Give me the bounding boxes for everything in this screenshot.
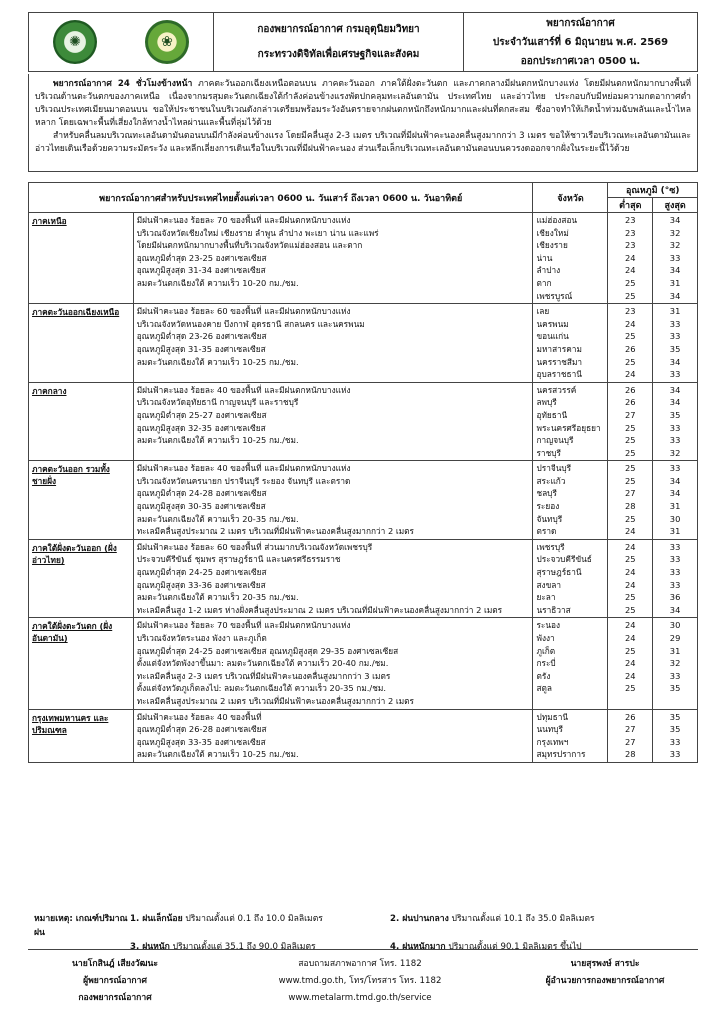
province-name: ลพบุรี (536, 397, 557, 408)
region-name: ภาคตะวันออก รวมทั้งชายฝั่ง (29, 461, 134, 540)
province-name: ราชบุรี (536, 447, 561, 458)
min-temp: 23 (625, 240, 636, 251)
contact-website[interactable]: www.tmd.go.th, โทร/โทรสาร โทร. 1182 (278, 976, 442, 986)
province-name: น่าน (536, 252, 553, 263)
agency-line-2: กระทรวงดิจิทัลเพื่อเศรษฐกิจและสังคม (257, 49, 420, 60)
max-temp: 35 (669, 409, 681, 420)
max-temp: 35 (669, 683, 681, 694)
province-name: นนทบุรี (536, 724, 564, 735)
max-temp: 33 (669, 331, 681, 342)
max-temp: 34 (669, 356, 681, 367)
province-name: กาญจนบุรี (536, 435, 574, 446)
max-temp: 31 (669, 526, 681, 537)
min-temp-list (608, 213, 653, 304)
max-temp: 33 (669, 749, 681, 760)
criterion-2-text: ปริมาณตั้งแต่ 10.1 ถึง 35.0 มิลลิเมตร (448, 914, 595, 924)
forecast-line: ลมตะวันตกเฉียงใต้ ความเร็ว 10-20 กม./ชม. (136, 277, 299, 288)
max-temp: 33 (669, 318, 681, 329)
regional-forecast-table (28, 182, 698, 763)
max-temp: 34 (669, 384, 681, 395)
province-name: นราธิวาส (536, 604, 571, 615)
criterion-4-title: 4. ฝนหนักมาก (390, 942, 446, 952)
province-name: สงขลา (536, 579, 561, 590)
criterion-1-title: 1. ฝนเล็กน้อย (130, 914, 183, 924)
note-label: หมายเหตุ: เกณฑ์ปริมาณฝน (34, 914, 128, 938)
province-list (533, 213, 608, 304)
forecast-line: ทะเลมีคลื่นสูงประมาณ 2 เมตร บริเวณที่มีฝนฟ้าคะนองคลื่นสูงมากกว่า 2 เมตร (136, 695, 415, 706)
rain-criteria-note (34, 912, 694, 954)
forecast-line: อุณหภูมิต่ำสุด 26-28 องศาเซลเซียส (136, 724, 267, 735)
province-name: ตรัง (536, 670, 551, 681)
forecast-line: อุณหภูมิต่ำสุด 24-28 องศาเซลเซียส (136, 488, 267, 499)
max-temp: 33 (669, 554, 681, 565)
min-temp-list (608, 382, 653, 461)
region-forecast (133, 539, 533, 618)
table-row (29, 539, 698, 618)
max-temp: 32 (669, 240, 681, 251)
province-name: ยะลา (536, 592, 556, 603)
forecast-title: พยากรณ์อากาศ (546, 17, 615, 29)
province-name: สมุทรปราการ (536, 749, 586, 760)
min-temp: 23 (625, 215, 636, 225)
min-temp: 26 (625, 384, 636, 395)
min-temp-list (608, 709, 653, 762)
forecaster-signature (40, 956, 190, 1007)
province-name: จันทบุรี (536, 513, 563, 524)
province-name: อุทัยธานี (536, 409, 568, 420)
summary-paragraph-1 (35, 78, 691, 130)
min-temp-list (608, 618, 653, 709)
province-name: ขอนแก่น (536, 331, 569, 342)
max-temp: 33 (669, 435, 681, 446)
note-criterion-1 (130, 912, 390, 940)
min-temp: 26 (625, 711, 636, 722)
criterion-1-text: ปริมาณตั้งแต่ 0.1 ถึง 10.0 มิลลิเมตร (182, 914, 323, 924)
max-temp: 29 (669, 633, 681, 643)
director-role: ผู้อำนวยการกองพยากรณ์อากาศ (545, 976, 665, 986)
forecast-line: อุณหภูมิสูงสุด 31-34 องศาเซลเซียส (136, 265, 266, 276)
province-name: สุราษฎร์ธานี (536, 567, 582, 578)
forecaster-dept: กองพยากรณ์อากาศ (78, 993, 152, 1003)
header-province: จังหวัด (533, 183, 608, 213)
table-row (29, 461, 698, 540)
min-temp: 25 (625, 290, 636, 301)
min-temp: 27 (625, 409, 636, 420)
max-temp: 32 (669, 227, 681, 238)
forecast-line: บริเวณจังหวัดนครนายก ปราจีนบุรี ระยอง จันทบุรี และตราด (136, 475, 351, 486)
min-temp: 26 (625, 397, 636, 408)
forecast-date: ประจำวันเสาร์ที่ 6 มิถุนายน พ.ศ. 2569 (492, 36, 669, 48)
min-temp: 24 (625, 620, 636, 631)
forecast-line: อุณหภูมิสูงสุด 33-36 องศาเซลเซียส (136, 579, 266, 590)
forecast-line: โดยมีฝนตกหนักมากบางพื้นที่บริเวณจังหวัดแม่ฮ่องสอน และตาก (136, 240, 363, 251)
note-criterion-4 (390, 940, 582, 954)
min-temp: 24 (625, 265, 636, 276)
forecast-line: ประจวบคีรีขันธ์ ชุมพร สุราษฎร์ธานี และนครศรีธรรมราช (136, 554, 341, 565)
forecast-line: มีฝนฟ้าคะนอง ร้อยละ 60 ของพื้นที่ และมีฝนตกหนักบางแห่ง (136, 306, 351, 317)
max-temp-list (653, 709, 698, 762)
contact-service-link[interactable]: www.metalarm.tmd.go.th/service (288, 993, 432, 1003)
region-name: ภาคใต้ฝั่งตะวันตก (ฝั่งอันดามัน) (29, 618, 134, 709)
min-temp: 25 (625, 422, 636, 433)
max-temp-list (653, 382, 698, 461)
region-forecast (133, 213, 533, 304)
forecaster-name: นายโกสินฎ์ เสียงวัฒนะ (72, 959, 158, 969)
max-temp: 33 (669, 422, 681, 433)
max-temp: 33 (669, 252, 681, 263)
province-name: ชลบุรี (536, 488, 557, 499)
criterion-3-text: ปริมาณตั้งแต่ 35.1 ถึง 90.0 มิลลิเมตร (169, 942, 316, 952)
max-temp: 31 (669, 501, 681, 512)
province-list (533, 618, 608, 709)
max-temp: 33 (669, 579, 681, 590)
forecast-line: ลมตะวันตกเฉียงใต้ ความเร็ว 10-25 กม./ชม. (136, 435, 299, 446)
forecast-line: ลมตะวันตกเฉียงใต้ ความเร็ว 10-25 กม./ชม. (136, 356, 299, 367)
forecast-line: ทะเลมีคลื่นสูงประมาณ 2 เมตร บริเวณที่มีฝนฟ้าคะนองคลื่นสูงมากกว่า 2 เมตร (136, 526, 415, 537)
min-temp: 25 (625, 513, 636, 524)
ministry-logo-icon: ❀ (145, 20, 189, 64)
min-temp: 25 (625, 435, 636, 446)
summary-lead: พยากรณ์อากาศ 24 ชั่วโมงข้างหน้า (53, 79, 193, 89)
min-temp: 26 (625, 343, 636, 354)
min-temp: 24 (625, 670, 636, 681)
max-temp-list (653, 539, 698, 618)
province-name: เชียงราย (536, 240, 568, 251)
max-temp: 33 (669, 541, 681, 552)
province-name: ปราจีนบุรี (536, 463, 572, 474)
min-temp: 24 (625, 252, 636, 263)
region-name: ภาคกลาง (29, 382, 134, 461)
forecast-line: บริเวณจังหวัดหนองคาย บึงกาฬ อุดรธานี สกลนคร และนครพนม (136, 318, 365, 329)
province-name: สตูล (536, 683, 553, 694)
forecast-line: ตั้งแต่จังหวัดภูเก็ตลงไป: ลมตะวันตกเฉียงใต้ ความเร็ว 20-35 กม./ชม. (136, 683, 386, 694)
summary-paragraph-2: สำหรับคลื่นลมบริเวณทะเลอันดามันตอนบนมีกำลังค่อนข้างแรง โดยมีคลื่นสูง 2-3 เมตร บริเวณที่มีฝนฟ้าคะนองคลื่นสูงมากกว่า 3 เมตร ขอให้ชาวเรือบริเวณทะเลอันดามันและอ่าวไทยเดินเรือด้วยความระมัดระวัง และหลีกเลี่ยงการเดินเรือในบริเวณที่มีฝนฟ้าคะนอง ส่วนเรือเล็กบริเวณทะเลอันดามันตอนบนควรงดออกจากฝั่งในระยะนี้ไว้ด้วย (35, 131, 691, 154)
header-min-temp: ต่ำสุด (608, 198, 653, 213)
province-name: นครราชสีมา (536, 356, 583, 367)
tmd-logo-icon: ✺ (53, 20, 97, 64)
min-temp-list (608, 539, 653, 618)
max-temp: 34 (669, 397, 681, 408)
max-temp-list (653, 461, 698, 540)
region-name: ภาคใต้ฝั่งตะวันออก (ฝั่งอ่าวไทย) (29, 539, 134, 618)
header-temperature: อุณหภูมิ (°ซ) (608, 183, 698, 198)
max-temp: 34 (669, 475, 681, 486)
province-name: อุบลราชธานี (536, 369, 582, 380)
min-temp: 27 (625, 736, 636, 747)
logo-group (29, 13, 214, 71)
province-name: กระบี่ (536, 658, 556, 669)
province-name: กรุงเทพฯ (536, 736, 569, 747)
region-forecast (133, 382, 533, 461)
forecast-line: อุณหภูมิต่ำสุด 25-27 องศาเซลเซียส (136, 409, 267, 420)
max-temp: 31 (669, 645, 681, 656)
forecast-line: อุณหภูมิสูงสุด 31-35 องศาเซลเซียส (136, 343, 266, 354)
min-temp: 24 (625, 526, 636, 537)
province-name: ประจวบคีรีขันธ์ (536, 554, 592, 565)
max-temp: 30 (669, 620, 681, 631)
director-signature (520, 956, 690, 990)
region-name: ภาคเหนือ (29, 213, 134, 304)
max-temp: 34 (669, 215, 681, 225)
forecast-line: ทะเลมีคลื่นสูง 2-3 เมตร บริเวณที่มีฝนฟ้าคะนองคลื่นสูงมากกว่า 3 เมตร (136, 670, 391, 681)
max-temp: 33 (669, 369, 681, 380)
max-temp: 36 (669, 592, 681, 603)
max-temp: 33 (669, 736, 681, 747)
min-temp: 25 (625, 475, 636, 486)
min-temp: 25 (625, 277, 636, 288)
forecast-line: มีฝนฟ้าคะนอง ร้อยละ 60 ของพื้นที่ ส่วนมากบริเวณจังหวัดเพชรบุรี (136, 541, 373, 552)
table-row (29, 709, 698, 762)
min-temp: 24 (625, 658, 636, 669)
director-name: นายสุรพงษ์ สารปะ (570, 959, 640, 969)
min-temp: 24 (625, 633, 636, 643)
footer-divider (28, 949, 698, 950)
forecast-line: อุณหภูมิต่ำสุด 24-25 องศาเซลเซียส (136, 567, 267, 578)
forecaster-role: ผู้พยากรณ์อากาศ (83, 976, 147, 986)
max-temp: 35 (669, 724, 681, 735)
max-temp-list (653, 304, 698, 383)
forecast-line: มีฝนฟ้าคะนอง ร้อยละ 70 ของพื้นที่ และมีฝนตกหนักบางแห่ง (136, 620, 351, 631)
forecast-line: ลมตะวันตกเฉียงใต้ ความเร็ว 10-25 กม./ชม. (136, 749, 299, 760)
min-temp: 24 (625, 567, 636, 578)
max-temp: 30 (669, 513, 681, 524)
forecast-line: ทะเลมีคลื่นสูง 1-2 เมตร ห่างฝั่งคลื่นสูงประมาณ 2 เมตร บริเวณที่มีฝนฟ้าคะนองคลื่นสูงมากกว่า 2 เมตร (136, 604, 503, 615)
province-name: นครสวรรค์ (536, 384, 577, 395)
min-temp: 23 (625, 306, 636, 317)
note-criterion-3 (130, 940, 390, 954)
min-temp: 25 (625, 331, 636, 342)
document-header (28, 12, 698, 72)
region-forecast (133, 304, 533, 383)
forecast-line: อุณหภูมิสูงสุด 32-35 องศาเซลเซียส (136, 422, 266, 433)
min-temp: 25 (625, 604, 636, 615)
issue-time: ออกประกาศเวลา 0500 น. (520, 55, 641, 67)
province-list (533, 382, 608, 461)
table-row (29, 304, 698, 383)
min-temp-list (608, 304, 653, 383)
province-name: แม่ฮ่องสอน (536, 215, 578, 225)
province-list (533, 709, 608, 762)
max-temp: 31 (669, 277, 681, 288)
note-criterion-2 (390, 912, 595, 940)
forecast-line: มีฝนฟ้าคะนอง ร้อยละ 40 ของพื้นที่ และมีฝนตกหนักบางแห่ง (136, 463, 351, 474)
max-temp: 32 (669, 658, 681, 669)
province-name: ระยอง (536, 501, 560, 512)
province-name: ปทุมธานี (536, 711, 569, 722)
header-forecast: พยากรณ์อากาศสำหรับประเทศไทยตั้งแต่เวลา 0600 น. วันเสาร์ ถึงเวลา 0600 น. วันอาทิตย์ (29, 183, 533, 213)
min-temp: 25 (625, 554, 636, 565)
max-temp: 34 (669, 290, 681, 301)
max-temp: 34 (669, 488, 681, 499)
region-forecast (133, 618, 533, 709)
min-temp: 24 (625, 369, 636, 380)
forecast-line: บริเวณจังหวัดเชียงใหม่ เชียงราย ลำพูน ลำปาง พะเยา น่าน และแพร่ (136, 227, 379, 238)
max-temp-list (653, 618, 698, 709)
region-name: กรุงเทพมหานคร และปริมณฑล (29, 709, 134, 762)
forecast-line: บริเวณจังหวัดอุทัยธานี กาญจนบุรี และราชบุรี (136, 397, 299, 408)
region-name: ภาคตะวันออกเฉียงเหนือ (29, 304, 134, 383)
forecast-line: อุณหภูมิสูงสุด 30-35 องศาเซลเซียส (136, 501, 266, 512)
min-temp: 25 (625, 645, 636, 656)
forecast-line: มีฝนฟ้าคะนอง ร้อยละ 40 ของพื้นที่ และมีฝนตกหนักบางแห่ง (136, 384, 351, 395)
forecast-rows (29, 213, 698, 763)
criterion-3-title: 3. ฝนหนัก (130, 942, 170, 952)
forecast-line: ลมตะวันตกเฉียงใต้ ความเร็ว 20-35 กม./ชม. (136, 513, 299, 524)
region-forecast (133, 709, 533, 762)
province-name: ตาก (536, 277, 552, 288)
province-name: พระนครศรีอยุธยา (536, 422, 601, 433)
max-temp-list (653, 213, 698, 304)
max-temp: 35 (669, 711, 681, 722)
province-name: เลย (536, 306, 550, 317)
province-name: ตราด (536, 526, 557, 537)
table-row (29, 213, 698, 304)
province-list (533, 539, 608, 618)
table-row (29, 382, 698, 461)
agency-line-1: กองพยากรณ์อากาศ กรมอุตุนิยมวิทยา (257, 24, 420, 35)
forecast-line: ลมตะวันตกเฉียงใต้ ความเร็ว 20-35 กม./ชม. (136, 592, 299, 603)
min-temp: 25 (625, 592, 636, 603)
summary-text-1: ภาคตะวันออกเฉียงเหนือตอนบน ภาคตะวันออก ภาคใต้ฝั่งตะวันตก และภาคกลางมีฝนตกหนักบางแห่ง โดยมีฝนตกหนักมากบางพื้นที่บริเวณด้านตะวันตกของภาคเหนือ เนื่องจากมรสุมตะวันตกเฉียงใต้กำลังค่อนข้างแรงพัดปกคลุมทะเลอันดามัน ประเทศไทย และอ่าวไทย ประกอบกับมีหย่อมความกดอากาศต่ำบริเวณประเทศเมียนมาตอนบน ขอให้ประชาชนในบริเวณดังกล่าวเตรียมพร้อมระวังอันตรายจากฝนตกหนักถึงหนักมากและฝนที่ตกสะสม ซึ่งอาจทำให้เกิดน้ำท่วมฉับพลันและน้ำไหลหลาก โดยเฉพาะพื้นที่เสี่ยงใกล้ทางน้ำไหลผ่านและพื้นที่ลุ่มไว้ด้วย (35, 79, 691, 128)
forecast-line: มีฝนฟ้าคะนอง ร้อยละ 40 ของพื้นที่ (136, 711, 262, 722)
province-name: เพชรบุรี (536, 541, 565, 552)
min-temp: 24 (625, 541, 636, 552)
province-name: พังงา (536, 633, 555, 643)
max-temp: 33 (669, 463, 681, 474)
min-temp: 25 (625, 447, 636, 458)
min-temp: 24 (625, 579, 636, 590)
forecast-line: มีฝนฟ้าคะนอง ร้อยละ 70 ของพื้นที่ และมีฝนตกหนักบางแห่ง (136, 215, 351, 225)
contact-phone: สอบถามสภาพอากาศ โทร. 1182 (298, 959, 422, 969)
min-temp-list (608, 461, 653, 540)
province-name: นครพนม (536, 318, 569, 329)
max-temp: 32 (669, 447, 681, 458)
forecast-line: บริเวณจังหวัดระนอง พังงา และภูเก็ต (136, 633, 267, 643)
province-list (533, 304, 608, 383)
max-temp: 33 (669, 567, 681, 578)
province-name: ระนอง (536, 620, 561, 631)
forecast-title-block (464, 13, 697, 71)
min-temp: 24 (625, 318, 636, 329)
agency-block (214, 13, 464, 71)
table-row (29, 618, 698, 709)
min-temp: 23 (625, 227, 636, 238)
forecast-line: อุณหภูมิต่ำสุด 23-25 องศาเซลเซียส (136, 252, 267, 263)
max-temp: 33 (669, 670, 681, 681)
province-name: เชียงใหม่ (536, 227, 569, 238)
province-name: มหาสารคาม (536, 343, 582, 354)
forecast-line: อุณหภูมิสูงสุด 33-35 องศาเซลเซียส (136, 736, 266, 747)
max-temp: 34 (669, 265, 681, 276)
max-temp: 35 (669, 343, 681, 354)
min-temp: 28 (625, 501, 636, 512)
forecast-line: อุณหภูมิต่ำสุด 24-25 องศาเซลเซียส อุณหภูมิสูงสุด 29-35 องศาเซลเซียส (136, 645, 399, 656)
min-temp: 25 (625, 683, 636, 694)
province-name: ภูเก็ต (536, 645, 556, 656)
min-temp: 27 (625, 724, 636, 735)
max-temp: 31 (669, 306, 681, 317)
max-temp: 34 (669, 604, 681, 615)
province-list (533, 461, 608, 540)
min-temp: 28 (625, 749, 636, 760)
min-temp: 27 (625, 488, 636, 499)
province-name: สระแก้ว (536, 475, 566, 486)
forecast-line: ตั้งแต่จังหวัดพังงาขึ้นมา: ลมตะวันตกเฉียงใต้ ความเร็ว 20-40 กม./ชม. (136, 658, 389, 669)
province-name: ลำปาง (536, 265, 561, 276)
header-max-temp: สูงสุด (653, 198, 698, 213)
region-forecast (133, 461, 533, 540)
province-name: เพชรบูรณ์ (536, 290, 573, 301)
min-temp: 25 (625, 463, 636, 474)
criterion-4-text: ปริมาณตั้งแต่ 90.1 มิลลิเมตร ขึ้นไป (445, 942, 582, 952)
forecast-summary (28, 74, 698, 172)
contact-info (210, 956, 510, 1007)
min-temp: 25 (625, 356, 636, 367)
criterion-2-title: 2. ฝนปานกลาง (390, 914, 449, 924)
forecast-line: อุณหภูมิต่ำสุด 23-26 องศาเซลเซียส (136, 331, 267, 342)
